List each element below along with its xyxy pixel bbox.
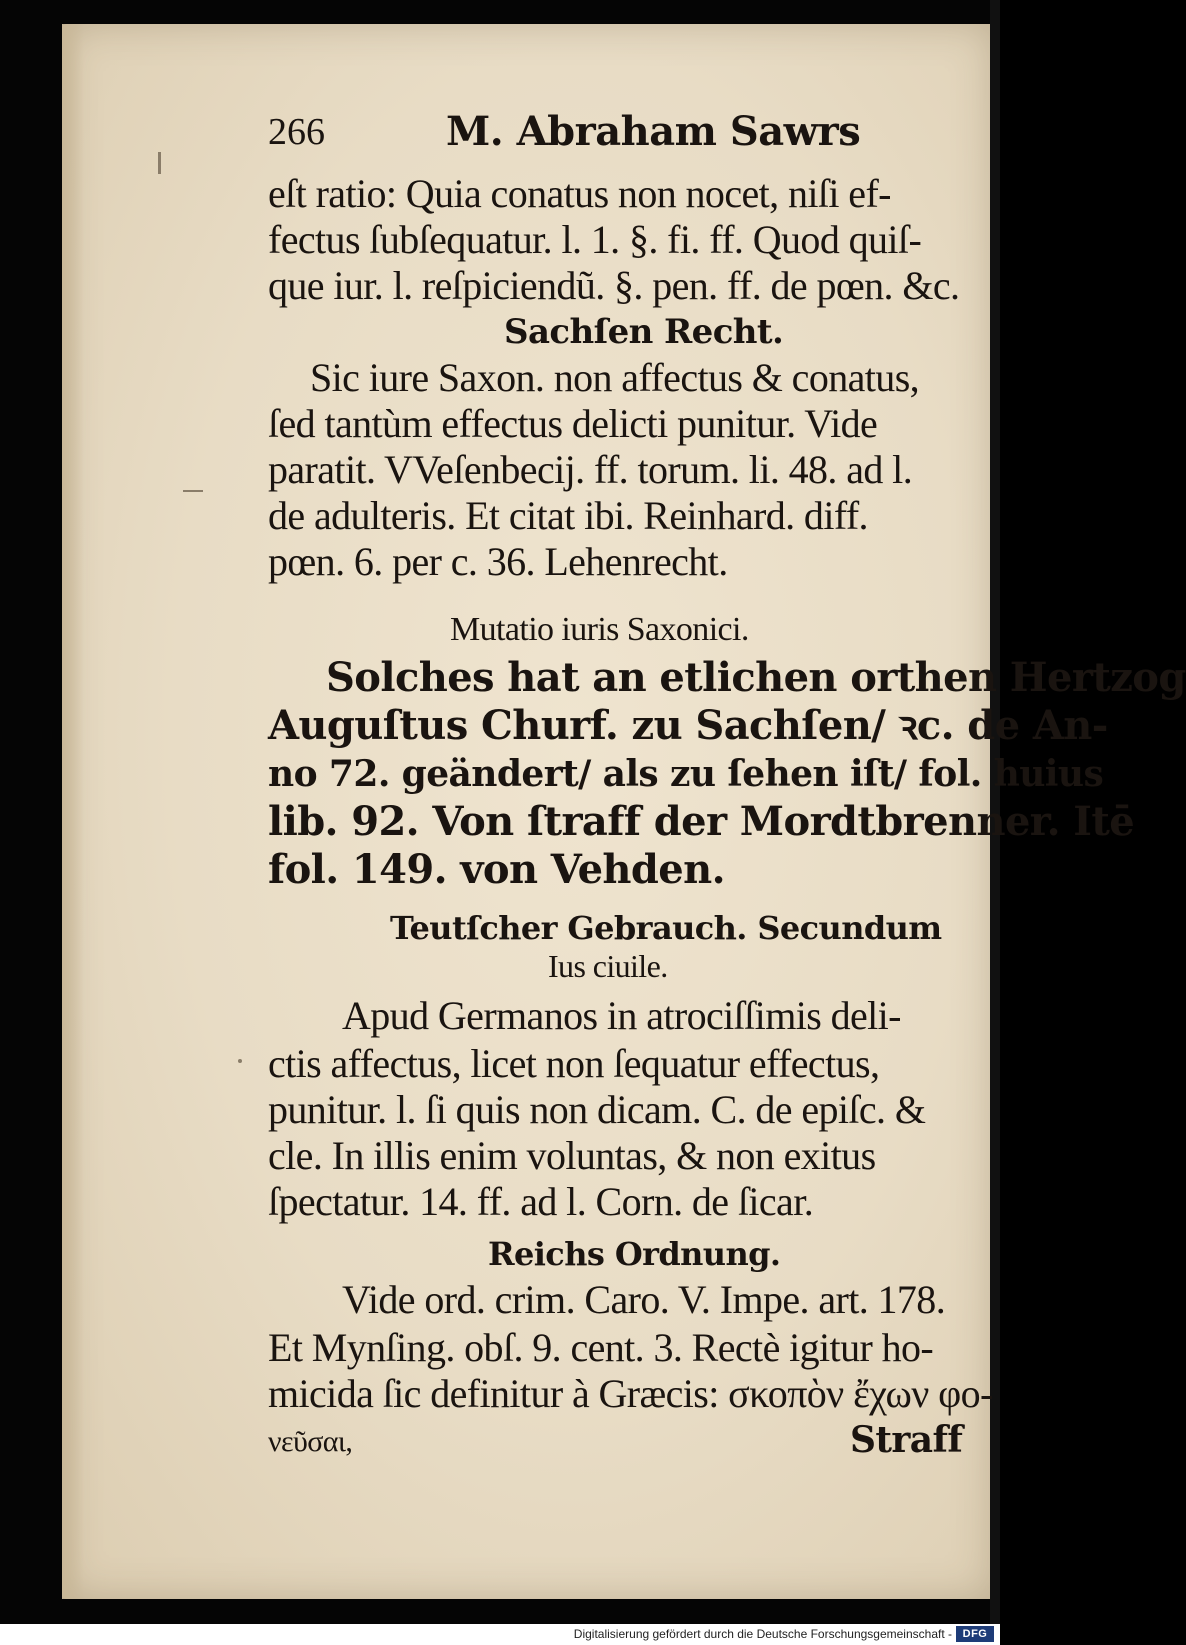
text-line: ctis affectus, licet non ſequatur effectus, xyxy=(268,1041,880,1086)
text-line: Sic iure Saxon. non affectus & conatus, xyxy=(310,355,920,400)
text-line: ſpectatur. 14. ff. ad l. Corn. de ſicar. xyxy=(268,1179,814,1224)
section-heading: Ius ciuile. xyxy=(548,948,668,984)
page-gutter-shadow xyxy=(62,24,84,1599)
text-line: fol. 149. von Vehden. xyxy=(268,846,725,893)
text-line: Auguſtus Churf. zu Sachſen/ ꝛc. de An- xyxy=(268,702,1108,749)
page-number: 266 xyxy=(268,111,325,153)
text-line: de adulteris. Et citat ibi. Reinhard. diff. xyxy=(268,493,868,538)
text-line: Apud Germanos in atrociſſimis deli- xyxy=(342,993,901,1038)
text-line: νεῦσαι, xyxy=(268,1425,353,1458)
text-line: micida ſic definitur à Græcis: σκοπὸν ἔχων φο- xyxy=(268,1371,993,1416)
text-line: Et Mynſing. obſ. 9. cent. 3. Rectè igitur ho- xyxy=(268,1325,934,1370)
catchword: Straff xyxy=(850,1419,963,1461)
text-line: no 72. geändert/ als zu ſehen iſt/ fol. huius xyxy=(268,753,1104,795)
section-heading: Sachſen Recht. xyxy=(504,312,784,352)
text-line: ſed tantùm effectus delicti punitur. Vide xyxy=(268,401,878,446)
margin-mark xyxy=(183,490,203,492)
margin-mark xyxy=(158,152,161,174)
text-line: Vide ord. crim. Caro. V. Impe. art. 178. xyxy=(342,1277,946,1322)
text-line: punitur. l. ſi quis non dicam. C. de epiſc. & xyxy=(268,1087,926,1132)
text-line: lib. 92. Von ſtraff der Mordtbrenner. Itē xyxy=(268,798,1135,845)
text-line: eſt ratio: Quia conatus non nocet, niſi ef- xyxy=(268,171,891,216)
text-line: paratit. VVeſenbecij. ff. torum. li. 48. ad l. xyxy=(268,447,913,492)
margin-mark xyxy=(238,1059,242,1063)
section-heading: Reichs Ordnung. xyxy=(488,1235,781,1273)
dfg-logo-icon: DFG xyxy=(956,1626,994,1642)
digitization-credit: Digitalisierung gefördert durch die Deutsche Forschungsgemeinschaft - xyxy=(573,1627,952,1641)
text-line: Solches hat an etlichen orthen Hertzog xyxy=(326,654,1186,701)
section-heading: Mutatio iuris Saxonici. xyxy=(450,611,749,648)
text-line: cle. In illis enim voluntas, & non exitus xyxy=(268,1133,876,1178)
section-heading: Teutſcher Gebrauch. Secundum xyxy=(390,909,942,947)
text-line: pœn. 6. per c. 36. Lehenrecht. xyxy=(268,539,728,584)
text-line: fectus ſubſequatur. l. 1. §. fi. ff. Quod quiſ- xyxy=(268,217,922,262)
page-header xyxy=(268,108,868,158)
text-line: que iur. l. reſpiciendũ. §. pen. ff. de pœn. &c. xyxy=(268,263,960,308)
running-head: M. Abraham Sawrs xyxy=(446,108,861,155)
